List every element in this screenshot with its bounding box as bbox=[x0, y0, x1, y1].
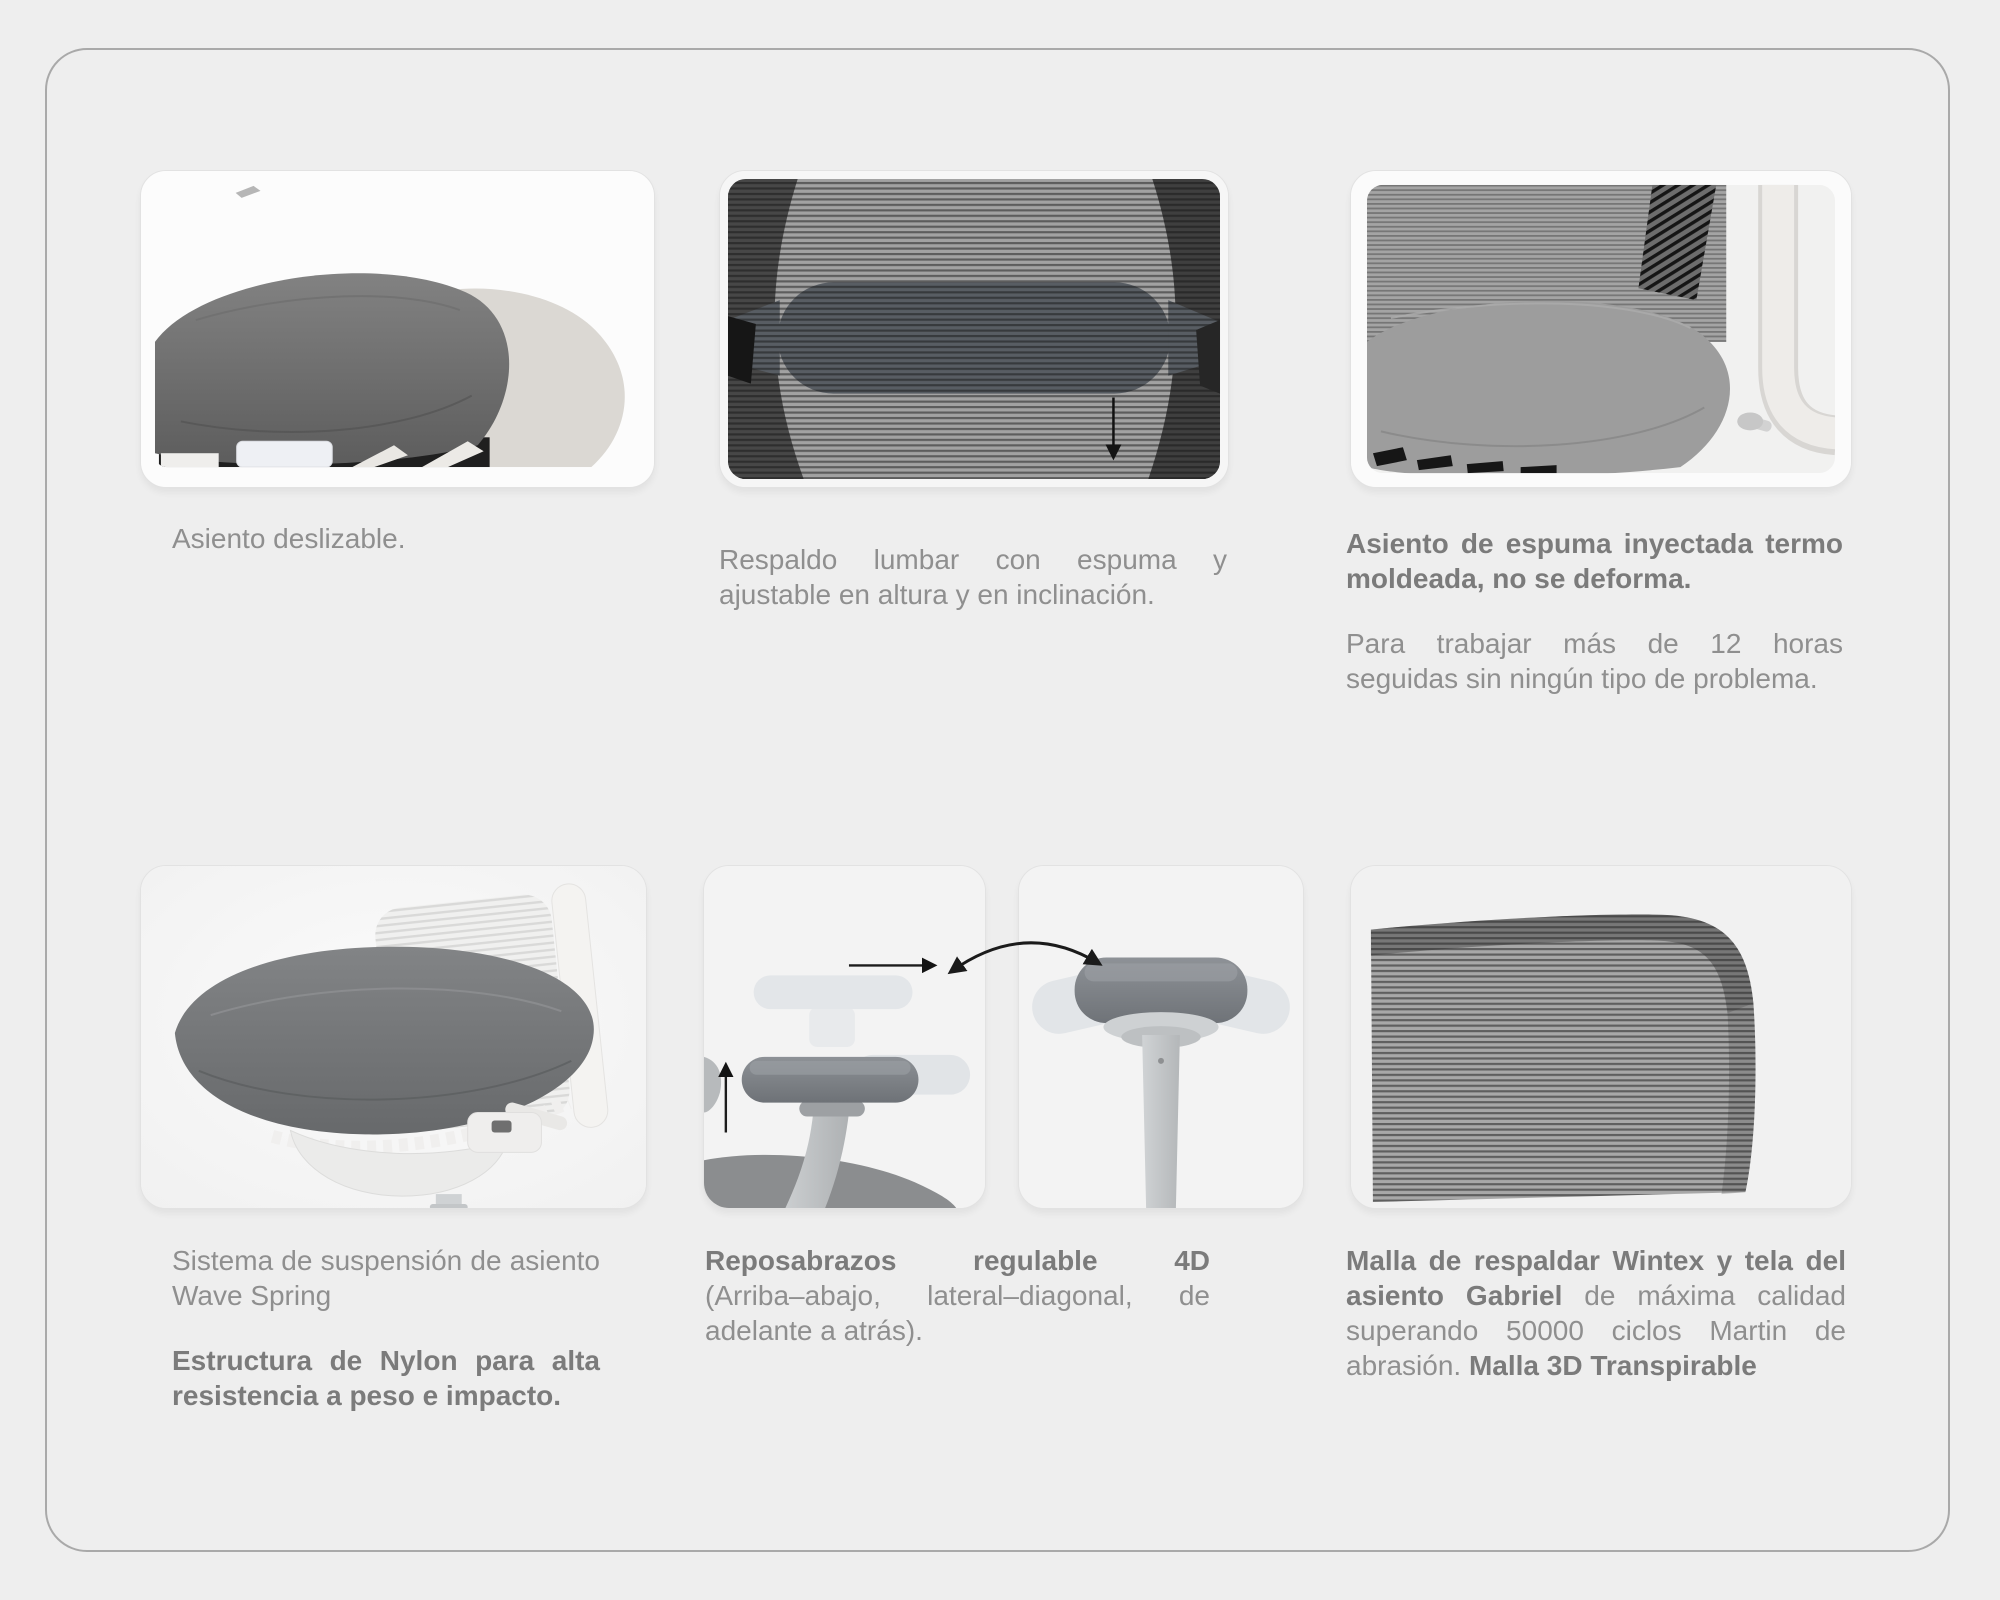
foam-seat-illustration bbox=[1351, 171, 1851, 487]
feature-card-suspension bbox=[140, 865, 647, 1485]
caption-body: de máxima calidad superando 50000 ciclos Martin de abrasión. bbox=[1346, 1280, 1846, 1381]
feature-card-foam-seat bbox=[1346, 170, 1852, 770]
caption-body: Sistema de suspensión de asiento Wave Spring bbox=[172, 1245, 600, 1311]
armrest-front-photo bbox=[1018, 865, 1304, 1209]
lumbar-back-photo bbox=[719, 170, 1229, 488]
armrest-front-illustration bbox=[1019, 866, 1303, 1208]
foam-seat-caption bbox=[1346, 526, 1843, 696]
suspension-caption bbox=[172, 1243, 600, 1413]
caption-title: Estructura de Nylon para alta resistencia a peso e impacto. bbox=[172, 1345, 600, 1411]
lumbar-caption bbox=[719, 542, 1227, 612]
armrest-side-photo bbox=[703, 865, 986, 1209]
feature-card-mesh bbox=[1346, 865, 1852, 1485]
feature-card-sliding-seat bbox=[140, 170, 655, 600]
lumbar-illustration bbox=[720, 171, 1228, 487]
caption-title: Asiento de espuma inyectada termo moldeada, no se deforma. bbox=[1346, 528, 1843, 594]
caption-body: (Arriba–abajo, lateral–diagonal, de adelante a atrás). bbox=[705, 1280, 1210, 1346]
caption-text: Asiento deslizable. bbox=[172, 523, 406, 554]
armrest-caption bbox=[705, 1243, 1210, 1348]
suspension-illustration bbox=[141, 866, 646, 1208]
sliding-seat-caption bbox=[172, 521, 617, 556]
caption-text bbox=[705, 1243, 1210, 1348]
caption-title-2: Malla 3D Transpirable bbox=[1468, 1350, 1757, 1381]
feature-card-armrest bbox=[703, 865, 1304, 1425]
caption-text: Respaldo lumbar con espuma y ajustable en altura y en inclinación. bbox=[719, 544, 1227, 610]
mesh-caption bbox=[1346, 1243, 1846, 1383]
foam-seat-photo bbox=[1350, 170, 1852, 488]
caption-body: Para trabajar más de 12 horas seguidas sin ningún tipo de problema. bbox=[1346, 628, 1843, 694]
caption-title: Reposabrazos regulable 4D bbox=[705, 1245, 1210, 1276]
sliding-seat-illustration bbox=[141, 171, 654, 487]
suspension-photo bbox=[140, 865, 647, 1209]
mesh-photo bbox=[1350, 865, 1852, 1209]
sliding-seat-photo bbox=[140, 170, 655, 488]
armrest-side-illustration bbox=[704, 866, 985, 1208]
feature-card-lumbar bbox=[719, 170, 1229, 640]
caption-title: Malla de respaldar Wintex y tela del asiento Gabriel bbox=[1346, 1245, 1846, 1311]
mesh-illustration bbox=[1351, 866, 1851, 1208]
caption-text bbox=[1346, 1243, 1846, 1383]
